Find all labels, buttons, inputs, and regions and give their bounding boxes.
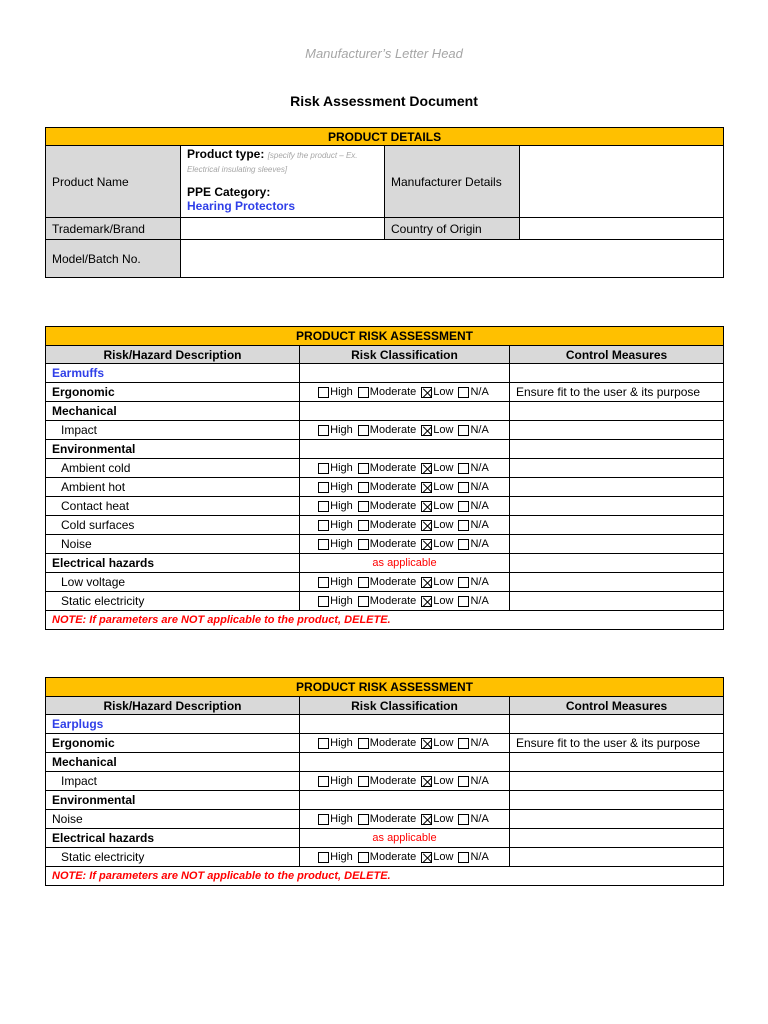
risk-option-high[interactable] <box>318 424 353 436</box>
control-measures-cell[interactable] <box>510 573 724 592</box>
checkbox[interactable] <box>358 577 369 588</box>
control-measures-cell[interactable] <box>510 715 724 734</box>
model-batch-field[interactable] <box>181 240 724 278</box>
risk-option-label: Low <box>433 576 454 588</box>
risk-option-label: Moderate <box>369 500 417 512</box>
risk-classification-cell <box>300 592 510 611</box>
delete-note: NOTE: If parameters are NOT applicable to the product, DELETE. <box>46 611 724 630</box>
checkbox[interactable] <box>318 814 329 825</box>
risk-option-low[interactable] <box>421 424 453 436</box>
checkbox[interactable] <box>458 596 469 607</box>
product-variant-label: Earplugs <box>46 715 300 734</box>
risk-option-label: Moderate <box>369 595 417 607</box>
control-measures-cell[interactable] <box>510 554 724 573</box>
risk-option-moderate[interactable] <box>358 462 416 474</box>
risk-option-label: Moderate <box>369 813 417 825</box>
risk-option-moderate[interactable] <box>358 481 416 493</box>
checkbox[interactable] <box>358 520 369 531</box>
product-name-field[interactable] <box>181 146 385 218</box>
hazard-label: Noise <box>46 535 300 554</box>
hazard-label: Environmental <box>46 440 300 459</box>
risk-classification-cell <box>300 497 510 516</box>
hazard-row <box>46 440 724 459</box>
risk-option-na[interactable] <box>458 595 488 607</box>
risk-option-high[interactable] <box>318 737 353 749</box>
hazard-row <box>46 516 724 535</box>
checkbox[interactable] <box>421 738 432 749</box>
checkbox[interactable] <box>318 539 329 550</box>
checkbox[interactable] <box>358 776 369 787</box>
checkbox[interactable] <box>421 387 432 398</box>
risk-option-label: Moderate <box>369 519 417 531</box>
hazard-label: Electrical hazards <box>46 829 300 848</box>
hazard-label: Static electricity <box>46 848 300 867</box>
risk-option-high[interactable] <box>318 595 353 607</box>
checkbox[interactable] <box>358 539 369 550</box>
control-measures-cell[interactable] <box>510 848 724 867</box>
hazard-label: Noise <box>46 810 300 829</box>
product-details-header: PRODUCT DETAILS <box>46 128 724 146</box>
checkbox[interactable] <box>421 539 432 550</box>
column-header: Control Measures <box>510 346 724 364</box>
hazard-row <box>46 753 724 772</box>
checkbox[interactable] <box>318 596 329 607</box>
risk-classification-cell <box>300 516 510 535</box>
column-header: Risk/Hazard Description <box>46 346 300 364</box>
checkbox[interactable] <box>318 738 329 749</box>
column-header: Risk/Hazard Description <box>46 697 300 715</box>
risk-classification-cell[interactable] <box>300 402 510 421</box>
risk-assessment-table <box>45 326 724 630</box>
risk-option-label: Low <box>433 813 454 825</box>
risk-option-low[interactable] <box>421 462 453 474</box>
risk-option-low[interactable] <box>421 481 453 493</box>
checkbox[interactable] <box>358 425 369 436</box>
risk-option-na[interactable] <box>458 775 488 787</box>
hazard-row <box>46 421 724 440</box>
checkbox[interactable] <box>458 814 469 825</box>
risk-option-label: Moderate <box>369 462 417 474</box>
risk-option-label: Low <box>433 595 454 607</box>
risk-option-label: Moderate <box>369 775 417 787</box>
risk-option-label: Moderate <box>369 424 417 436</box>
risk-option-na[interactable] <box>458 481 488 493</box>
risk-classification-options <box>300 538 509 550</box>
hazard-label: Cold surfaces <box>46 516 300 535</box>
hazard-row <box>46 592 724 611</box>
manufacturer-details-label: Manufacturer Details <box>385 146 520 218</box>
control-measures-cell[interactable] <box>510 753 724 772</box>
checkbox[interactable] <box>358 463 369 474</box>
risk-option-high[interactable] <box>318 775 353 787</box>
checkbox[interactable] <box>458 463 469 474</box>
hazard-row <box>46 478 724 497</box>
risk-option-label: High <box>330 519 353 531</box>
risk-option-label: High <box>330 576 353 588</box>
control-measures-cell[interactable] <box>510 364 724 383</box>
checkbox[interactable] <box>458 776 469 787</box>
hazard-row <box>46 497 724 516</box>
hazard-label: Ambient hot <box>46 478 300 497</box>
risk-option-label: High <box>330 737 353 749</box>
checkbox[interactable] <box>358 501 369 512</box>
risk-option-label: High <box>330 538 353 550</box>
risk-option-label: High <box>330 595 353 607</box>
risk-option-label: Low <box>433 737 454 749</box>
risk-option-high[interactable] <box>318 386 353 398</box>
risk-assessment-header: PRODUCT RISK ASSESSMENT <box>46 327 724 346</box>
risk-classification-options <box>300 424 509 436</box>
risk-option-label: Moderate <box>369 481 417 493</box>
hazard-label: Mechanical <box>46 753 300 772</box>
risk-option-label: N/A <box>470 386 489 398</box>
hazard-label: Contact heat <box>46 497 300 516</box>
checkbox[interactable] <box>318 776 329 787</box>
hazard-label: Environmental <box>46 791 300 810</box>
risk-option-label: High <box>330 813 353 825</box>
control-measures-cell[interactable] <box>510 402 724 421</box>
checkbox[interactable] <box>358 852 369 863</box>
risk-classification-cell <box>300 734 510 753</box>
control-measures-cell[interactable] <box>510 810 724 829</box>
hazard-label: Mechanical <box>46 402 300 421</box>
risk-classification-cell <box>300 383 510 402</box>
risk-option-high[interactable] <box>318 462 353 474</box>
risk-option-na[interactable] <box>458 813 488 825</box>
risk-option-na[interactable] <box>458 519 488 531</box>
risk-classification-options <box>300 481 509 493</box>
control-measures-cell[interactable] <box>510 592 724 611</box>
checkbox[interactable] <box>458 387 469 398</box>
risk-option-label: Low <box>433 481 454 493</box>
checkbox[interactable] <box>421 501 432 512</box>
risk-classification-cell[interactable] <box>300 440 510 459</box>
risk-option-low[interactable] <box>421 538 453 550</box>
model-batch-label: Model/Batch No. <box>46 240 181 278</box>
risk-option-label: N/A <box>470 595 489 607</box>
risk-option-moderate[interactable] <box>358 424 416 436</box>
risk-option-label: Moderate <box>369 851 417 863</box>
checkbox[interactable] <box>421 814 432 825</box>
risk-option-label: Moderate <box>369 386 417 398</box>
hazard-label: Ergonomic <box>46 383 300 402</box>
column-header: Control Measures <box>510 697 724 715</box>
risk-option-high[interactable] <box>318 851 353 863</box>
risk-classification-options <box>300 576 509 588</box>
hazard-row <box>46 791 724 810</box>
checkbox[interactable] <box>458 577 469 588</box>
risk-option-label: N/A <box>470 737 489 749</box>
risk-option-high[interactable] <box>318 813 353 825</box>
checkbox[interactable] <box>458 482 469 493</box>
risk-option-moderate[interactable] <box>358 595 416 607</box>
risk-classification-options <box>300 595 509 607</box>
risk-option-label: High <box>330 851 353 863</box>
checkbox[interactable] <box>458 501 469 512</box>
risk-option-moderate[interactable] <box>358 813 416 825</box>
trademark-label: Trademark/Brand <box>46 218 181 240</box>
hazard-label: Low voltage <box>46 573 300 592</box>
risk-classification-cell[interactable] <box>300 364 510 383</box>
checkbox[interactable] <box>318 387 329 398</box>
checkbox[interactable] <box>421 577 432 588</box>
risk-option-label: N/A <box>470 519 489 531</box>
control-measures-cell[interactable] <box>510 421 724 440</box>
risk-option-high[interactable] <box>318 519 353 531</box>
hazard-row <box>46 459 724 478</box>
risk-option-low[interactable] <box>421 813 453 825</box>
risk-option-moderate[interactable] <box>358 386 416 398</box>
risk-option-label: High <box>330 424 353 436</box>
delete-note: NOTE: If parameters are NOT applicable to the product, DELETE. <box>46 867 724 886</box>
risk-option-na[interactable] <box>458 737 488 749</box>
hazard-label: Impact <box>46 772 300 791</box>
risk-option-label: Low <box>433 538 454 550</box>
risk-option-moderate[interactable] <box>358 737 416 749</box>
risk-option-label: Low <box>433 462 454 474</box>
risk-classification-options <box>300 775 509 787</box>
risk-classification-cell <box>300 810 510 829</box>
hazard-row <box>46 402 724 421</box>
risk-option-na[interactable] <box>458 424 488 436</box>
country-of-origin-field[interactable] <box>520 218 724 240</box>
product-type-label: Product type: <box>187 147 265 161</box>
control-measures-cell[interactable] <box>510 516 724 535</box>
hazard-row <box>46 383 724 402</box>
hazard-row <box>46 554 724 573</box>
checkbox[interactable] <box>421 463 432 474</box>
risk-classification-cell <box>300 421 510 440</box>
risk-option-label: Low <box>433 775 454 787</box>
product-type-hint: [specify the product – Ex. Electrical insulating sleeves] <box>187 151 358 174</box>
risk-option-low[interactable] <box>421 737 453 749</box>
checkbox[interactable] <box>421 852 432 863</box>
risk-option-label: High <box>330 462 353 474</box>
hazard-row <box>46 734 724 753</box>
checkbox[interactable] <box>318 482 329 493</box>
risk-option-low[interactable] <box>421 851 453 863</box>
risk-option-label: N/A <box>470 462 489 474</box>
risk-option-label: High <box>330 775 353 787</box>
risk-option-label: Low <box>433 519 454 531</box>
hazard-label: Static electricity <box>46 592 300 611</box>
checkbox[interactable] <box>318 501 329 512</box>
column-header: Risk Classification <box>300 697 510 715</box>
risk-classification-options <box>300 813 509 825</box>
checkbox[interactable] <box>421 482 432 493</box>
checkbox[interactable] <box>358 738 369 749</box>
checkbox[interactable] <box>458 852 469 863</box>
risk-assessment-table <box>45 677 724 886</box>
checkbox[interactable] <box>421 596 432 607</box>
risk-classification-options <box>300 851 509 863</box>
hazard-row <box>46 772 724 791</box>
risk-classification-options <box>300 500 509 512</box>
risk-option-moderate[interactable] <box>358 538 416 550</box>
risk-option-high[interactable] <box>318 481 353 493</box>
risk-option-low[interactable] <box>421 576 453 588</box>
risk-option-moderate[interactable] <box>358 519 416 531</box>
risk-option-low[interactable] <box>421 386 453 398</box>
risk-option-na[interactable] <box>458 462 488 474</box>
risk-option-high[interactable] <box>318 576 353 588</box>
risk-option-label: High <box>330 481 353 493</box>
risk-classification-cell <box>300 573 510 592</box>
trademark-field[interactable] <box>181 218 385 240</box>
risk-option-high[interactable] <box>318 500 353 512</box>
checkbox[interactable] <box>458 425 469 436</box>
risk-classification-options <box>300 519 509 531</box>
control-measures-cell[interactable] <box>510 772 724 791</box>
risk-option-label: N/A <box>470 481 489 493</box>
ppe-category-value: Hearing Protectors <box>187 199 296 213</box>
checkbox[interactable] <box>358 387 369 398</box>
risk-option-label: N/A <box>470 775 489 787</box>
risk-option-low[interactable] <box>421 595 453 607</box>
risk-option-label: Low <box>433 424 454 436</box>
checkbox[interactable] <box>358 596 369 607</box>
country-of-origin-label: Country of Origin <box>385 218 520 240</box>
control-measures-cell[interactable]: Ensure fit to the user & its purpose <box>510 734 724 753</box>
risk-option-na[interactable] <box>458 500 488 512</box>
risk-option-label: High <box>330 500 353 512</box>
risk-option-moderate[interactable] <box>358 775 416 787</box>
letterhead-placeholder: Manufacturer’s Letter Head <box>305 46 463 61</box>
hazard-label: Ergonomic <box>46 734 300 753</box>
control-measures-cell[interactable] <box>510 535 724 554</box>
risk-option-na[interactable] <box>458 538 488 550</box>
risk-option-label: High <box>330 386 353 398</box>
risk-assessment-header: PRODUCT RISK ASSESSMENT <box>46 678 724 697</box>
checkbox[interactable] <box>358 814 369 825</box>
control-measures-cell[interactable] <box>510 478 724 497</box>
risk-option-label: Low <box>433 500 454 512</box>
control-measures-cell[interactable] <box>510 440 724 459</box>
risk-option-low[interactable] <box>421 519 453 531</box>
risk-classification-cell <box>300 848 510 867</box>
risk-option-label: Moderate <box>369 576 417 588</box>
risk-classification-cell <box>300 478 510 497</box>
column-header: Risk Classification <box>300 346 510 364</box>
checkbox[interactable] <box>458 539 469 550</box>
checkbox[interactable] <box>458 738 469 749</box>
control-measures-cell[interactable] <box>510 497 724 516</box>
hazard-label: Impact <box>46 421 300 440</box>
hazard-row <box>46 535 724 554</box>
checkbox[interactable] <box>318 852 329 863</box>
risk-option-label: Moderate <box>369 538 417 550</box>
risk-option-moderate[interactable] <box>358 500 416 512</box>
risk-option-low[interactable] <box>421 775 453 787</box>
product-name-label: Product Name <box>46 146 181 218</box>
risk-classification-cell[interactable] <box>300 715 510 734</box>
risk-option-moderate[interactable] <box>358 851 416 863</box>
checkbox[interactable] <box>318 577 329 588</box>
product-details-table <box>45 127 724 278</box>
risk-classification-cell <box>300 535 510 554</box>
document-title: Risk Assessment Document <box>290 93 478 109</box>
risk-option-high[interactable] <box>318 538 353 550</box>
risk-option-label: N/A <box>470 424 489 436</box>
as-applicable-text: as applicable <box>300 554 510 573</box>
checkbox[interactable] <box>458 520 469 531</box>
hazard-label: Ambient cold <box>46 459 300 478</box>
risk-option-label: N/A <box>470 576 489 588</box>
risk-classification-options <box>300 386 509 398</box>
checkbox[interactable] <box>318 463 329 474</box>
ppe-category-label: PPE Category: <box>187 185 271 199</box>
hazard-row <box>46 810 724 829</box>
risk-option-na[interactable] <box>458 576 488 588</box>
control-measures-cell[interactable]: Ensure fit to the user & its purpose <box>510 383 724 402</box>
risk-classification-cell <box>300 459 510 478</box>
control-measures-cell[interactable] <box>510 829 724 848</box>
checkbox[interactable] <box>318 520 329 531</box>
hazard-label: Electrical hazards <box>46 554 300 573</box>
risk-option-label: N/A <box>470 813 489 825</box>
checkbox[interactable] <box>421 776 432 787</box>
checkbox[interactable] <box>421 425 432 436</box>
manufacturer-details-field[interactable] <box>520 146 724 218</box>
risk-option-label: N/A <box>470 538 489 550</box>
risk-classification-options <box>300 462 509 474</box>
risk-classification-cell <box>300 772 510 791</box>
risk-option-label: N/A <box>470 851 489 863</box>
hazard-row <box>46 829 724 848</box>
checkbox[interactable] <box>318 425 329 436</box>
risk-option-label: Low <box>433 851 454 863</box>
risk-classification-cell[interactable] <box>300 791 510 810</box>
risk-classification-cell[interactable] <box>300 753 510 772</box>
risk-option-label: Moderate <box>369 737 417 749</box>
product-variant-label: Earmuffs <box>46 364 300 383</box>
risk-option-label: Low <box>433 386 454 398</box>
checkbox[interactable] <box>358 482 369 493</box>
risk-option-low[interactable] <box>421 500 453 512</box>
risk-option-label: N/A <box>470 500 489 512</box>
risk-option-moderate[interactable] <box>358 576 416 588</box>
control-measures-cell[interactable] <box>510 791 724 810</box>
risk-classification-options <box>300 737 509 749</box>
checkbox[interactable] <box>421 520 432 531</box>
hazard-row <box>46 848 724 867</box>
as-applicable-text: as applicable <box>300 829 510 848</box>
hazard-row <box>46 573 724 592</box>
risk-option-na[interactable] <box>458 851 488 863</box>
risk-option-na[interactable] <box>458 386 488 398</box>
control-measures-cell[interactable] <box>510 459 724 478</box>
